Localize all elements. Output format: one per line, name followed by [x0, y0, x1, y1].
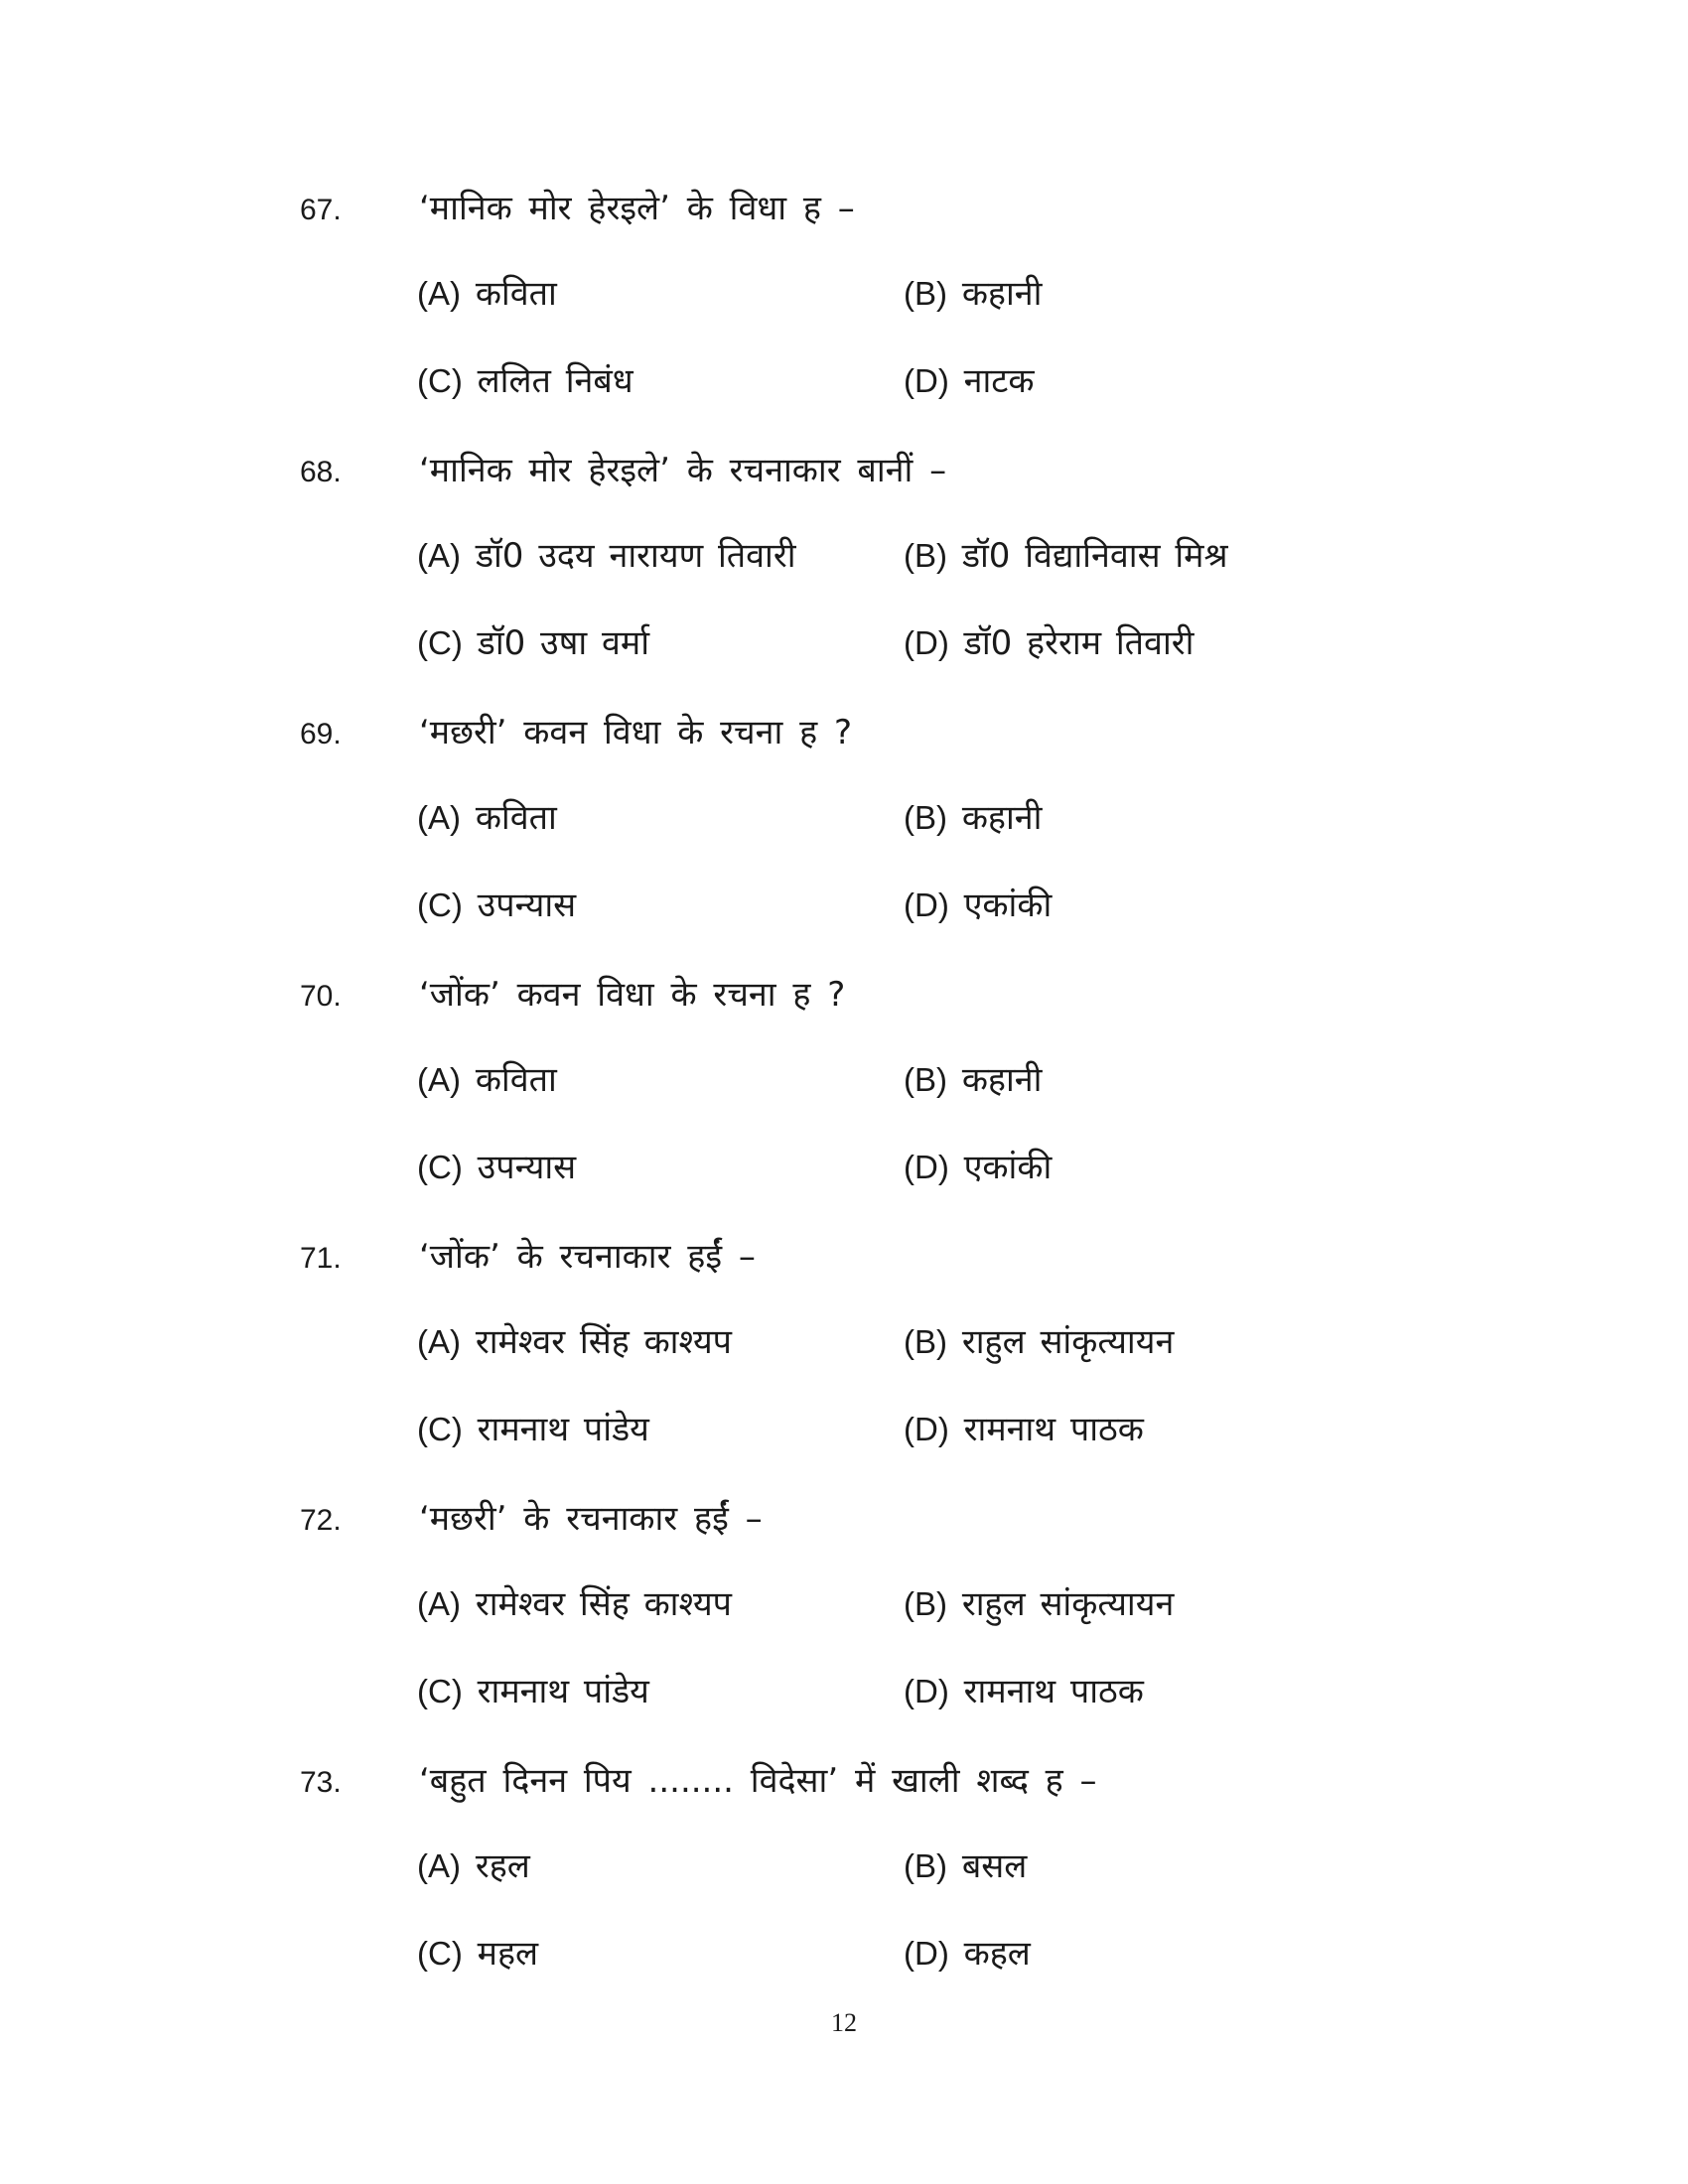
option-letter: (D)	[904, 1935, 949, 1972]
option-letter: (C)	[417, 1149, 463, 1185]
option-a	[417, 1844, 530, 1888]
option-letter: (A)	[417, 1585, 461, 1622]
question-number: 73.	[300, 1766, 342, 1799]
question-68	[0, 453, 1688, 715]
question-number: 67.	[300, 194, 342, 226]
option-c	[417, 621, 649, 665]
question-text: ‘मछरी’ के रचनाकार हईं –	[419, 1499, 763, 1539]
page-number: 12	[831, 2008, 857, 2037]
option-text: रामेश्वर सिंह काश्यप	[475, 1584, 732, 1624]
question-69	[0, 715, 1688, 977]
option-letter: (C)	[417, 1935, 463, 1972]
option-d	[904, 359, 1035, 403]
option-letter: (D)	[904, 1149, 949, 1185]
option-text: रहल	[475, 1846, 530, 1886]
option-d	[904, 1670, 1144, 1713]
option-text: बसल	[961, 1846, 1028, 1886]
option-text: एकांकी	[963, 1148, 1053, 1187]
option-text: डॉ0 विद्यानिवास मिश्र	[961, 536, 1228, 576]
option-d	[904, 884, 1052, 927]
option-text: कहानी	[961, 1060, 1043, 1100]
option-a	[417, 1058, 557, 1102]
question-text: ‘जोंक’ कवन विधा के रचना ह ?	[419, 975, 846, 1015]
option-letter: (B)	[904, 537, 947, 574]
option-d	[904, 1408, 1144, 1451]
option-letter: (D)	[904, 362, 949, 399]
option-text: उपन्यास	[477, 886, 577, 925]
option-text: नाटक	[963, 361, 1035, 401]
option-letter: (C)	[417, 362, 463, 399]
question-text: ‘मानिक मोर हेरइले’ के विधा ह –	[419, 189, 855, 228]
option-b	[904, 1844, 1027, 1888]
option-text: उपन्यास	[477, 1148, 577, 1187]
option-text: डॉ0 उदय नारायण तिवारी	[475, 536, 796, 576]
question-text: ‘मानिक मोर हेरइले’ के रचनाकार बानीं –	[419, 451, 947, 490]
option-letter: (C)	[417, 1673, 463, 1709]
option-text: रामनाथ पांडेय	[477, 1410, 649, 1449]
option-text: एकांकी	[963, 886, 1053, 925]
option-text: कहल	[963, 1934, 1031, 1974]
option-letter: (D)	[904, 1411, 949, 1447]
option-text: कहानी	[961, 274, 1043, 314]
option-text: रामनाथ पांडेय	[477, 1672, 649, 1711]
question-number: 72.	[300, 1504, 342, 1537]
question-text: ‘बहुत दिनन पिय ........ विदेसा’ में खाली शब्द ह –	[419, 1761, 1097, 1801]
option-letter: (D)	[904, 624, 949, 661]
option-c	[417, 1146, 576, 1189]
option-text: कविता	[475, 274, 557, 314]
option-b	[904, 534, 1228, 578]
option-b	[904, 1320, 1174, 1364]
option-letter: (A)	[417, 1323, 461, 1360]
option-text: रामनाथ पाठक	[963, 1672, 1144, 1711]
option-text: कविता	[475, 798, 557, 838]
option-text: महल	[477, 1934, 539, 1974]
option-letter: (A)	[417, 1061, 461, 1098]
option-text: रामेश्वर सिंह काश्यप	[475, 1322, 732, 1362]
question-text: ‘जोंक’ के रचनाकार हईं –	[419, 1237, 756, 1277]
question-number: 69.	[300, 718, 342, 751]
option-text: रामनाथ पाठक	[963, 1410, 1144, 1449]
question-70	[0, 977, 1688, 1239]
question-number: 70.	[300, 980, 342, 1013]
option-a	[417, 796, 557, 840]
option-letter: (C)	[417, 887, 463, 923]
option-c	[417, 884, 576, 927]
option-b	[904, 796, 1042, 840]
question-text: ‘मछरी’ कवन विधा के रचना ह ?	[419, 713, 853, 752]
option-letter: (B)	[904, 1061, 947, 1098]
option-text: कहानी	[961, 798, 1043, 838]
option-a	[417, 1320, 732, 1364]
question-73	[0, 1763, 1688, 2025]
option-c	[417, 1932, 538, 1976]
option-text: राहुल सांकृत्यायन	[961, 1322, 1175, 1362]
option-text: ललित निबंध	[477, 361, 633, 401]
question-number: 68.	[300, 456, 342, 488]
option-a	[417, 1582, 732, 1626]
option-letter: (C)	[417, 624, 463, 661]
option-text: कविता	[475, 1060, 557, 1100]
option-b	[904, 1058, 1042, 1102]
option-text: डॉ0 उषा वर्मा	[477, 623, 649, 663]
option-letter: (D)	[904, 1673, 949, 1709]
question-72	[0, 1501, 1688, 1763]
option-c	[417, 1670, 649, 1713]
option-letter: (A)	[417, 537, 461, 574]
option-letter: (D)	[904, 887, 949, 923]
option-d	[904, 621, 1194, 665]
question-67	[0, 191, 1688, 453]
option-letter: (B)	[904, 275, 947, 312]
question-71	[0, 1239, 1688, 1501]
option-text: राहुल सांकृत्यायन	[961, 1584, 1175, 1624]
option-letter: (A)	[417, 1847, 461, 1884]
option-c	[417, 359, 633, 403]
option-a	[417, 534, 796, 578]
option-c	[417, 1408, 649, 1451]
option-letter: (A)	[417, 275, 461, 312]
option-letter: (A)	[417, 799, 461, 836]
option-letter: (B)	[904, 1323, 947, 1360]
option-b	[904, 1582, 1174, 1626]
question-number: 71.	[300, 1242, 342, 1275]
option-letter: (B)	[904, 799, 947, 836]
option-d	[904, 1932, 1031, 1976]
option-text: डॉ0 हरेराम तिवारी	[963, 623, 1195, 663]
option-letter: (B)	[904, 1585, 947, 1622]
option-d	[904, 1146, 1052, 1189]
option-a	[417, 272, 557, 316]
option-letter: (C)	[417, 1411, 463, 1447]
option-letter: (B)	[904, 1847, 947, 1884]
option-b	[904, 272, 1042, 316]
